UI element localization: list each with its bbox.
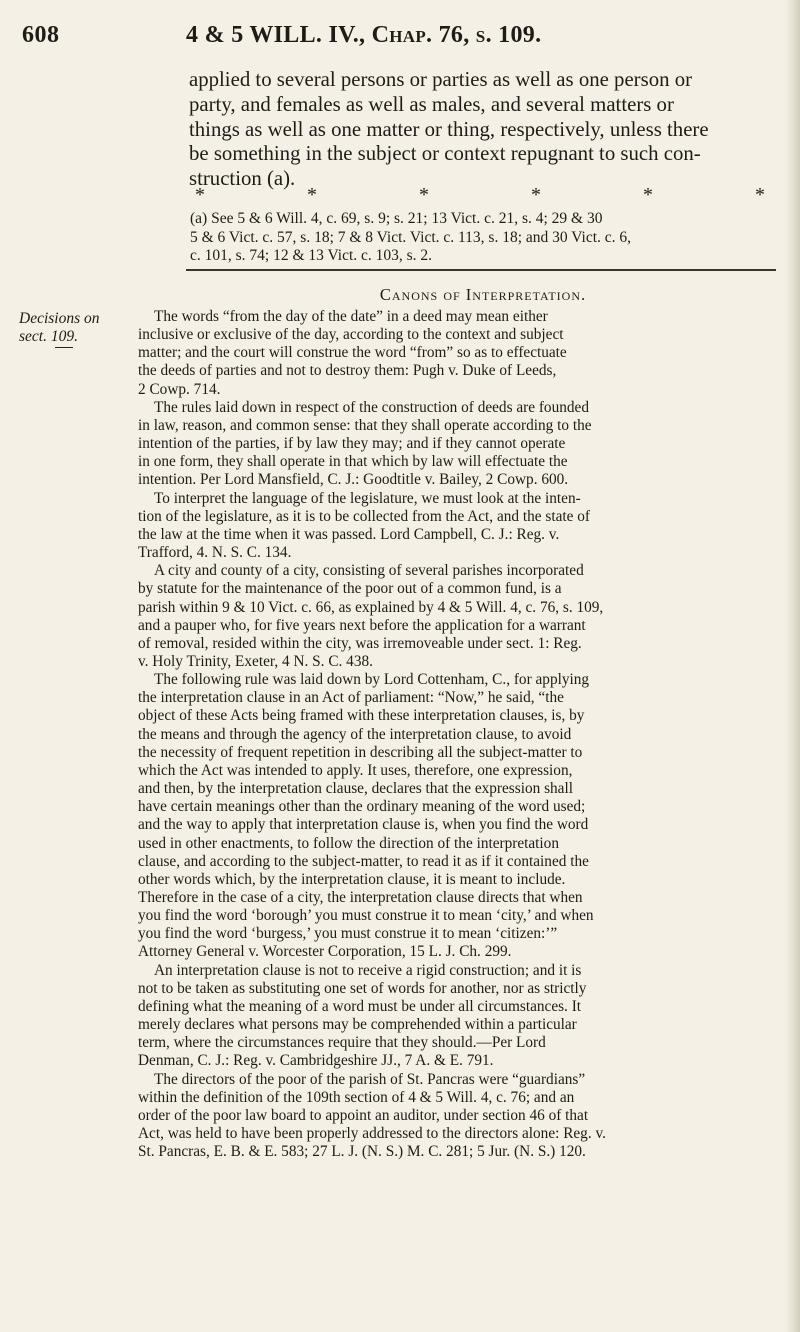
body-line: in one form, they shall operate in that which by law will effectuate the	[138, 453, 568, 471]
page-header	[0, 20, 800, 56]
body-line: merely declares what persons may be comprehended within a particular	[138, 1016, 577, 1034]
margin-note	[19, 310, 129, 346]
margin-note-reference: sect. 109.	[19, 328, 78, 346]
body-line: used in other enactments, to follow the direction of the interpretation	[138, 834, 559, 852]
section-text-line: struction (a).	[189, 167, 296, 191]
horizontal-rule	[186, 269, 776, 271]
asterisk: *	[531, 184, 541, 206]
body-line: other words which, by the interpretation clause, it is meant to include.	[138, 870, 566, 888]
footnote	[190, 210, 784, 266]
body-line: have certain meanings other than the ordinary meaning of the word used;	[138, 798, 586, 816]
body-line: Act, was held to have been properly addressed to the directors alone: Reg. v.	[138, 1125, 606, 1143]
section-text-line: be something in the subject or context repugnant to such con-	[189, 142, 701, 166]
body-line: Trafford, 4. N. S. C. 134.	[138, 544, 292, 562]
body-line: The rules laid down in respect of the construction of deeds are founded	[154, 398, 589, 416]
footnote-line: 5 & 6 Vict. c. 57, s. 18; 7 & 8 Vict. Vict. c. 113, s. 18; and 30 Vict. c. 6,	[190, 228, 632, 246]
body-line: An interpretation clause is not to receive a rigid construction; and it is	[154, 961, 582, 979]
body-line: by statute for the maintenance of the poor out of a common fund, is a	[138, 580, 562, 598]
body-line: Denman, C. J.: Reg. v. Cambridgeshire JJ., 7 A. & E. 791.	[138, 1052, 494, 1070]
running-head-chapter: Chap. 76, s. 109.	[371, 22, 542, 48]
body-line: clause, and according to the subject-matter, to read it as if it contained the	[138, 852, 589, 870]
body-line: Therefore in the case of a city, the interpretation clause directs that when	[138, 889, 583, 906]
body-line: St. Pancras, E. B. & E. 583; 27 L. J. (N. S.) M. C. 281; 5 Jur. (N. S.) 120.	[138, 1143, 586, 1161]
asterisk: *	[419, 184, 429, 206]
body-line: inclusive or exclusive of the day, according to the context and subject	[138, 326, 564, 344]
body-line: intention. Per Lord Mansfield, C. J.: Goodtitle v. Bailey, 2 Cowp. 600.	[138, 471, 569, 489]
body-line: you find the word ‘borough’ you must construe it to mean ‘city,’ and when	[138, 907, 594, 925]
body-line: the means and through the agency of the interpretation clause, to avoid	[138, 725, 572, 743]
asterisk: *	[643, 184, 653, 206]
body-line: To interpret the language of the legislature, we must look at the inten-	[154, 489, 581, 507]
body-line: not to be taken as substituting one set of words for another, nor as strictly	[138, 979, 587, 997]
body-line: The directors of the poor of the parish of St. Pancras were “guardians”	[154, 1070, 586, 1088]
body-line: Attorney General v. Worcester Corporation, 15 L. J. Ch. 299.	[138, 943, 512, 961]
body-line: of removal, resided within the city, was irremoveable under sect. 1: Reg.	[138, 634, 582, 652]
body-line: the necessity of frequent repetition in describing all the subject-matter to	[138, 743, 583, 761]
body-line: intention of the parties, if by law they may; and if they cannot operate	[138, 435, 566, 453]
asterisk-divider	[190, 184, 770, 207]
body-line: order of the poor law board to appoint an auditor, under section 46 of that	[138, 1106, 589, 1124]
body-line: and then, by the interpretation clause, declares that the expression shall	[138, 780, 573, 798]
body-line: which the Act was intended to apply. It uses, therefore, one expression,	[138, 761, 573, 779]
section-text-line: applied to several persons or parties as well as one person or	[189, 68, 693, 91]
body-line: and a pauper who, for five years next before the application for a warrant	[138, 616, 586, 634]
asterisk: *	[307, 184, 317, 206]
body-line: A city and county of a city, consisting of several parishes incorporated	[154, 562, 584, 580]
body-line: in law, reason, and common sense: that they shall operate according to the	[138, 416, 592, 434]
body-line: 2 Cowp. 714.	[138, 380, 221, 398]
running-head	[186, 22, 541, 49]
section-text	[189, 68, 783, 192]
page-number: 608	[22, 22, 60, 48]
body-line: within the definition of the 109th section of 4 & 5 Will. 4, c. 76; and an	[138, 1088, 575, 1106]
body-line: The following rule was laid down by Lord Cottenham, C., for applying	[154, 671, 590, 689]
running-head-act: 4 & 5 WILL. IV.,	[186, 22, 372, 48]
body-line: object of these Acts being framed with these interpretation clauses, is, by	[138, 707, 585, 725]
body-line: and the way to apply that interpretation clause is, when you find the word	[138, 816, 589, 834]
margin-dash	[55, 347, 73, 348]
body-line: the deeds of parties and not to destroy them: Pugh v. Duke of Leeds,	[138, 362, 557, 380]
footnote-line: (a) See 5 & 6 Will. 4, c. 69, s. 9; s. 21; 13 Vict. c. 21, s. 4; 29 & 30	[190, 210, 603, 227]
body-line: matter; and the court will construe the word “from” so as to effectuate	[138, 344, 567, 362]
body-line: The words “from the day of the date” in a deed may mean either	[154, 308, 548, 325]
body-line: v. Holy Trinity, Exeter, 4 N. S. C. 438.	[138, 652, 373, 670]
page-edge-shadow	[786, 0, 800, 1332]
body-line: defining what the meaning of a word must be under all circumstances. It	[138, 997, 582, 1015]
body-line: parish within 9 & 10 Vict. c. 66, as explained by 4 & 5 Will. 4, c. 76, s. 109,	[138, 598, 604, 616]
body-text	[138, 308, 783, 1161]
body-line: term, where the circumstances require that they should.—Per Lord	[138, 1034, 546, 1052]
asterisk: *	[755, 184, 765, 206]
body-line: you find the word ‘burgess,’ you must construe it to mean ‘citizen:’”	[138, 925, 558, 943]
footnote-line: c. 101, s. 74; 12 & 13 Vict. c. 103, s. 2.	[190, 247, 433, 265]
section-text-line: party, and females as well as males, and several matters or	[189, 92, 674, 116]
margin-note-title: Decisions on	[19, 310, 100, 327]
body-line: the interpretation clause in an Act of parliament: “Now,” he said, “the	[138, 689, 564, 707]
body-line: the law at the time when it was passed. Lord Campbell, C. J.: Reg. v.	[138, 525, 560, 543]
asterisk: *	[195, 184, 205, 206]
section-heading: Canons of Interpretation.	[379, 285, 587, 304]
body-line: tion of the legislature, as it is to be collected from the Act, and the state of	[138, 507, 590, 525]
section-text-line: things as well as one matter or thing, respectively, unless there	[189, 117, 709, 141]
